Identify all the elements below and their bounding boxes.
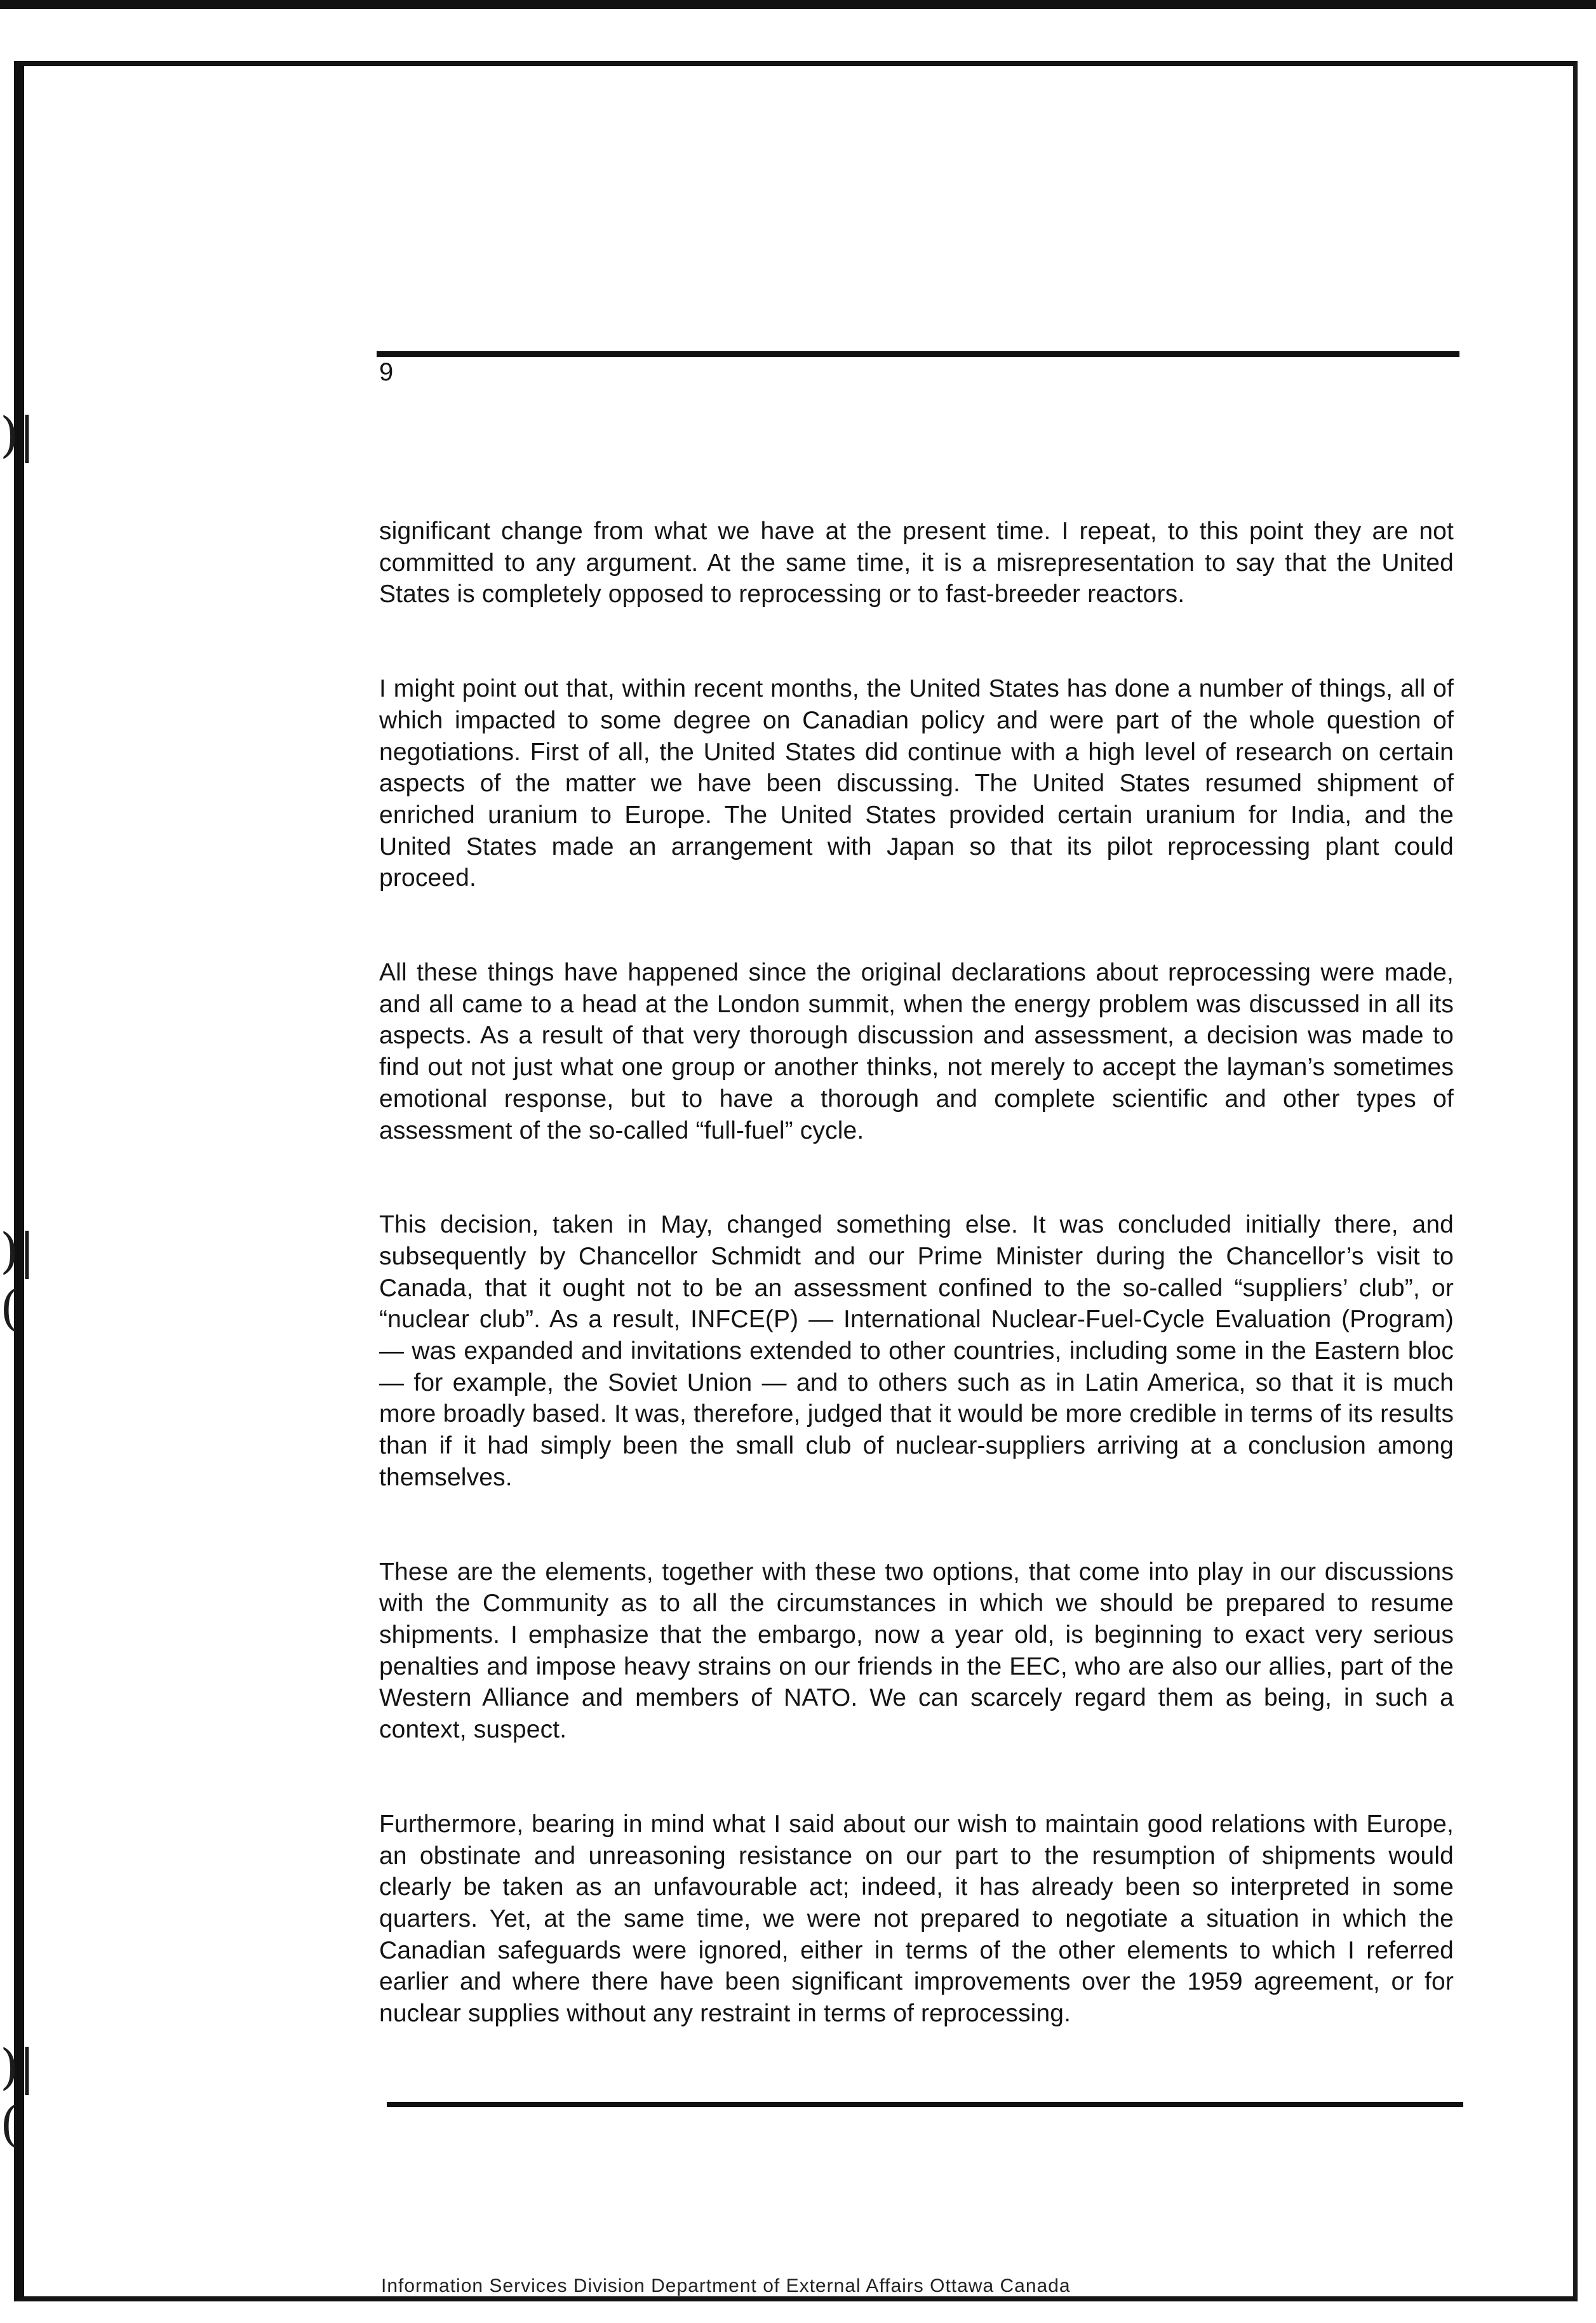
binder-ring-mark: )|(	[0, 1222, 36, 1336]
paragraph: I might point out that, within recent months, the United States has done a number of things, all of which impacted to some degree on Canadian policy and were part of the whole question of negotiations. First of all, the United States did continue with a high level of research on certain aspects of the matter we have been discussing. The United States resumed shipment of enriched uranium to Europe. The United States provided certain uranium for India, and the United States made an arrangement with Japan so that its pilot reprocessing plant could proceed.	[379, 675, 1454, 892]
header-rule	[377, 351, 1459, 357]
paragraph: All these things have happened since the original declarations about reprocessing were made, and all came to a head at the London summit, when the energy problem was discussed in all its aspects. As a result of that very thorough discussion and assessment, a decision was made to find out not just what one group or another thinks, not merely to accept the layman’s sometimes emotional response, but to have a thorough and complete scientific and other types of assessment of the so-called “full-fuel” cycle.	[379, 959, 1454, 1144]
paragraph: significant change from what we have at the present time. I repeat, to this point they are not committed to any argument. At the same time, it is a misrepresentation to say that the United States is completely opposed to reprocessing or to fast-breeder reactors.	[379, 518, 1454, 608]
page-number: 9	[379, 358, 394, 386]
footer-rule	[387, 2102, 1463, 2107]
binder-ring-mark: )|	[0, 406, 36, 463]
footer-credit: Information Services Division Department of External Affairs Ottawa Canada	[381, 2275, 1071, 2296]
scan-edge-top	[0, 0, 1596, 9]
paragraph: Furthermore, bearing in mind what I said about our wish to maintain good relations with Europe, an obstinate and unreasoning resistance on our part to the resumption of shipments would clearly be taken as an unfavourable act; indeed, it has already been so interpreted in some quarters. Yet, at the same time, we were not prepared to negotiate a situation in which the Canadian safeguards were ignored, either in terms of the other elements to which I referred earlier and where there have been significant improvements over the 1959 agreement, or for nuclear supplies without any restraint in terms of reprocessing.	[379, 1810, 1454, 2028]
paragraph: This decision, taken in May, changed something else. It was concluded initially there, and subsequently by Chancellor Schmidt and our Prime Minister during the Chancellor’s visit to Canada, that it ought not to be an assessment confined to the so-called “suppliers’ club”, or “nuclear club”. As a result, INFCE(P) — International Nuclear-Fuel-Cycle Evaluation (Program) — was expanded and invitations extended to other countries, including some in the Eastern bloc — for example, the Soviet Union — and to others such as in Latin America, so that it is much more broadly based. It was, therefore, judged that it would be more credible in terms of its results than if it had simply been the small club of nuclear-suppliers arriving at a conclusion among themselves.	[379, 1211, 1454, 1491]
body-text	[379, 516, 1454, 2092]
binder-ring-mark: )|(	[0, 2038, 36, 2152]
paragraph: These are the elements, together with these two options, that come into play in our discussions with the Community as to all the circumstances in which we should be prepared to resume shipments. I emphasize that the embargo, now a year old, is beginning to exact very serious penalties and impose heavy strains on our friends in the EEC, who are also our allies, part of the Western Alliance and members of NATO. We can scarcely regard them as being, in such a context, suspect.	[379, 1558, 1454, 1744]
